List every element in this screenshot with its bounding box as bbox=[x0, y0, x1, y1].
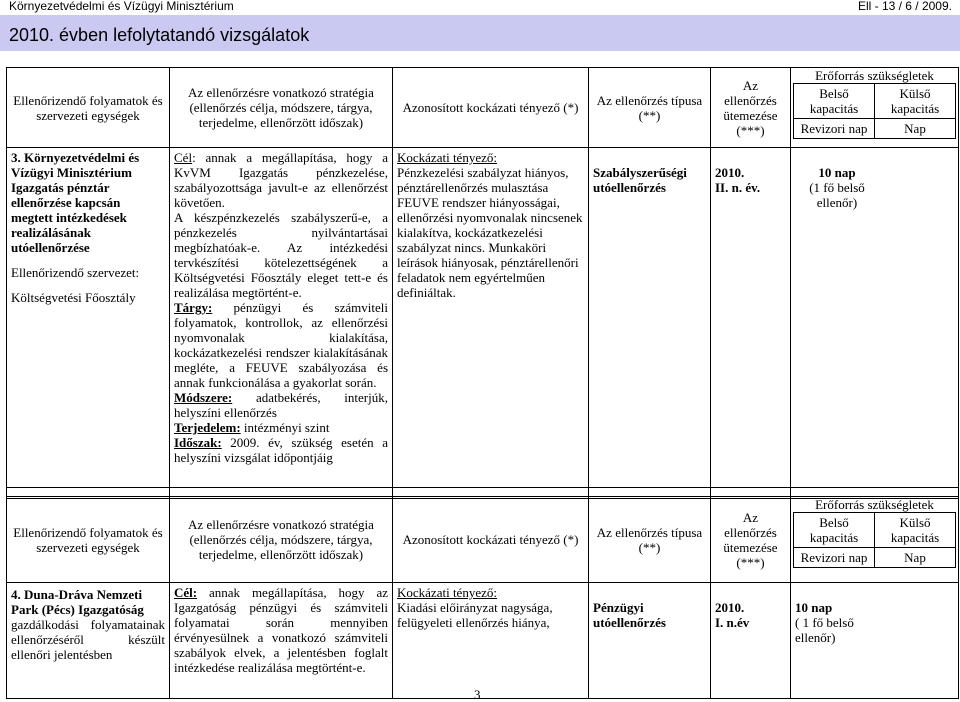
external-capacity: Külső kapacitás bbox=[875, 513, 956, 548]
days-value: 10 nap bbox=[818, 165, 856, 180]
goal-label: Cél: bbox=[174, 585, 198, 600]
risk-text: Pénzkezelési szabályzat hiányos, pénztárellenőrzés mulasztása FEUVE rendszer hiányosságai, ellenőrzési nyomvonalak nincsenek kialakítva, kockázatkezelési szabályzat nincs. Munkaköri leírások hiányosak, pénztárellenőri feladatok nem egyértelműen definiáltak. bbox=[397, 165, 583, 300]
subject-label: Tárgy: bbox=[174, 300, 213, 315]
type-cell: Szabályszerűségi utóellenőrzés bbox=[589, 148, 711, 488]
method-label: Módszere: bbox=[174, 390, 233, 405]
risk-cell bbox=[393, 583, 589, 699]
schedule-year: 2010. bbox=[715, 600, 745, 615]
external-capacity: Külső kapacitás bbox=[875, 84, 956, 119]
schedule-cell bbox=[711, 583, 791, 699]
header-row-2 bbox=[7, 497, 959, 583]
header-row bbox=[7, 68, 959, 148]
header-strategy: Az ellenőrzésre vonatkozó stratégia (ellenőrzés célja, módszere, tárgya, terjedelme, ellenőrzött időszak) bbox=[170, 68, 393, 148]
nap-label: Nap bbox=[875, 119, 956, 139]
risk-label: Kockázati tényező: bbox=[397, 585, 497, 600]
ministry-name: Környezetvédelmi és Vízügyi Minisztérium bbox=[9, 0, 234, 13]
audit-table-1 bbox=[6, 67, 959, 499]
unit-cell bbox=[7, 583, 170, 699]
resource-title: Erőforrás szükségletek bbox=[815, 497, 934, 512]
period: Időszak: 2009. év, szükség esetén a helyszíni vizsgálat időpontjáig bbox=[174, 435, 388, 465]
unit-cell bbox=[7, 148, 170, 488]
audit-row-1 bbox=[7, 148, 959, 488]
header-schedule: Az ellenőrzés ütemezése (***) bbox=[711, 68, 791, 148]
resource-cell bbox=[791, 148, 959, 488]
header-unit: Ellenőrizendő folyamatok és szervezeti egységek bbox=[7, 68, 170, 148]
goal: Cél: annak a megállapítása, hogy a KvVM Igazgatás pénzkezelése, szabályozottsága javult-e az ellenőrzést követően. bbox=[174, 150, 388, 210]
entity-name: Költségvetési Főosztály bbox=[11, 290, 136, 305]
days-note: ( 1 fő belső ellenőr) bbox=[795, 615, 854, 645]
schedule-period: II. n. év. bbox=[715, 180, 761, 195]
days-note: (1 fő belső ellenőr) bbox=[809, 180, 865, 210]
method: Módszere: adatbekérés, interjúk, helyszíni ellenőrzés bbox=[174, 390, 388, 420]
goal: Cél: annak megállapítása, hogy az Igazgatóság pénzügyi és számviteli folyamatai során mennyiben érvényesülnek a vonatkozó számviteli szabályok elvek, a jelentésben foglalt intézkedése realizálása megtörtént-e. bbox=[174, 585, 388, 675]
risk-label: Kockázati tényező: bbox=[397, 150, 497, 165]
goal-label: Cél bbox=[174, 150, 193, 165]
type-cell: Pénzügyi utóellenőrzés bbox=[589, 583, 711, 699]
header-unit: Ellenőrizendő folyamatok és szervezeti egységek bbox=[7, 497, 170, 583]
header-type: Az ellenőrzés típusa (**) bbox=[589, 68, 711, 148]
unit-title: 4. Duna-Dráva Nemzeti Park (Pécs) Igazgatóság bbox=[11, 587, 144, 617]
header-risk: Azonosított kockázati tényező (*) bbox=[393, 68, 589, 148]
days-value: 10 nap bbox=[795, 600, 833, 615]
schedule-cell bbox=[711, 148, 791, 488]
header-schedule: Az ellenőrzés ütemezése (***) bbox=[711, 497, 791, 583]
goal-detail: A készpénzkezelés szabályszerű-e, a pénzkezelés nyilvántartásai megbízhatóak-e. Az intézkedési tervkészítési kötelezettségének a Költségvetési Főosztály eleget tett-e és realizálása megtörtént-e. bbox=[174, 210, 388, 300]
audit-days-label: Revizori nap bbox=[794, 548, 875, 568]
unit-description: gazdálkodási folyamatainak ellenőrzéséről készült ellenőri jelentésben bbox=[11, 617, 165, 662]
header-resources bbox=[791, 68, 959, 148]
audit-table-2 bbox=[6, 496, 959, 699]
header-type: Az ellenőrzés típusa (**) bbox=[589, 497, 711, 583]
page-number: 3 bbox=[474, 687, 481, 702]
scope-label: Terjedelem: bbox=[174, 420, 241, 435]
strategy-cell bbox=[170, 148, 393, 488]
header-risk: Azonosított kockázati tényező (*) bbox=[393, 497, 589, 583]
schedule-period: I. n.év bbox=[715, 615, 750, 630]
subject: Tárgy: pénzügyi és számviteli folyamatok, kontrollok, az ellenőrzési nyomvonalak kialakítása, kockázatkezelési rendszer kialakításának megléte, a FEUVE szabályozása és annak funkcionálása a gyakorlat során. bbox=[174, 300, 388, 390]
document-reference: Ell - 13 / 6 / 2009. bbox=[857, 0, 952, 13]
page-title: 2010. évben lefolytatandó vizsgálatok bbox=[9, 25, 310, 45]
scope: Terjedelem: intézményi szint bbox=[174, 420, 330, 435]
nap-label: Nap bbox=[875, 548, 956, 568]
resource-subheaders bbox=[793, 83, 956, 139]
entity-label: Ellenőrizendő szervezet: bbox=[11, 265, 140, 280]
risk-cell bbox=[393, 148, 589, 488]
unit-title: 3. Környezetvédelmi és Vízügyi Minisztérium Igazgatás pénztár ellenőrzése kapcsán megtett intézkedések realizálásának utóellenőrzése bbox=[11, 150, 140, 255]
title-band bbox=[0, 15, 960, 51]
running-header bbox=[0, 0, 960, 12]
audit-row-2 bbox=[7, 583, 959, 699]
audit-days-label: Revizori nap bbox=[794, 119, 875, 139]
resource-title: Erőforrás szükségletek bbox=[815, 68, 934, 83]
internal-capacity: Belső kapacitás bbox=[794, 84, 875, 119]
schedule-year: 2010. bbox=[715, 165, 745, 180]
period-label: Időszak: bbox=[174, 435, 222, 450]
strategy-cell bbox=[170, 583, 393, 699]
resource-subheaders bbox=[793, 512, 956, 568]
resource-cell bbox=[791, 583, 959, 699]
internal-capacity: Belső kapacitás bbox=[794, 513, 875, 548]
header-resources bbox=[791, 497, 959, 583]
risk-text: Kiadási előirányzat nagysága, felügyeleti ellenőrzés hiánya, bbox=[397, 600, 553, 630]
header-strategy: Az ellenőrzésre vonatkozó stratégia (ellenőrzés célja, módszere, tárgya, terjedelme, ellenőrzött időszak) bbox=[170, 497, 393, 583]
